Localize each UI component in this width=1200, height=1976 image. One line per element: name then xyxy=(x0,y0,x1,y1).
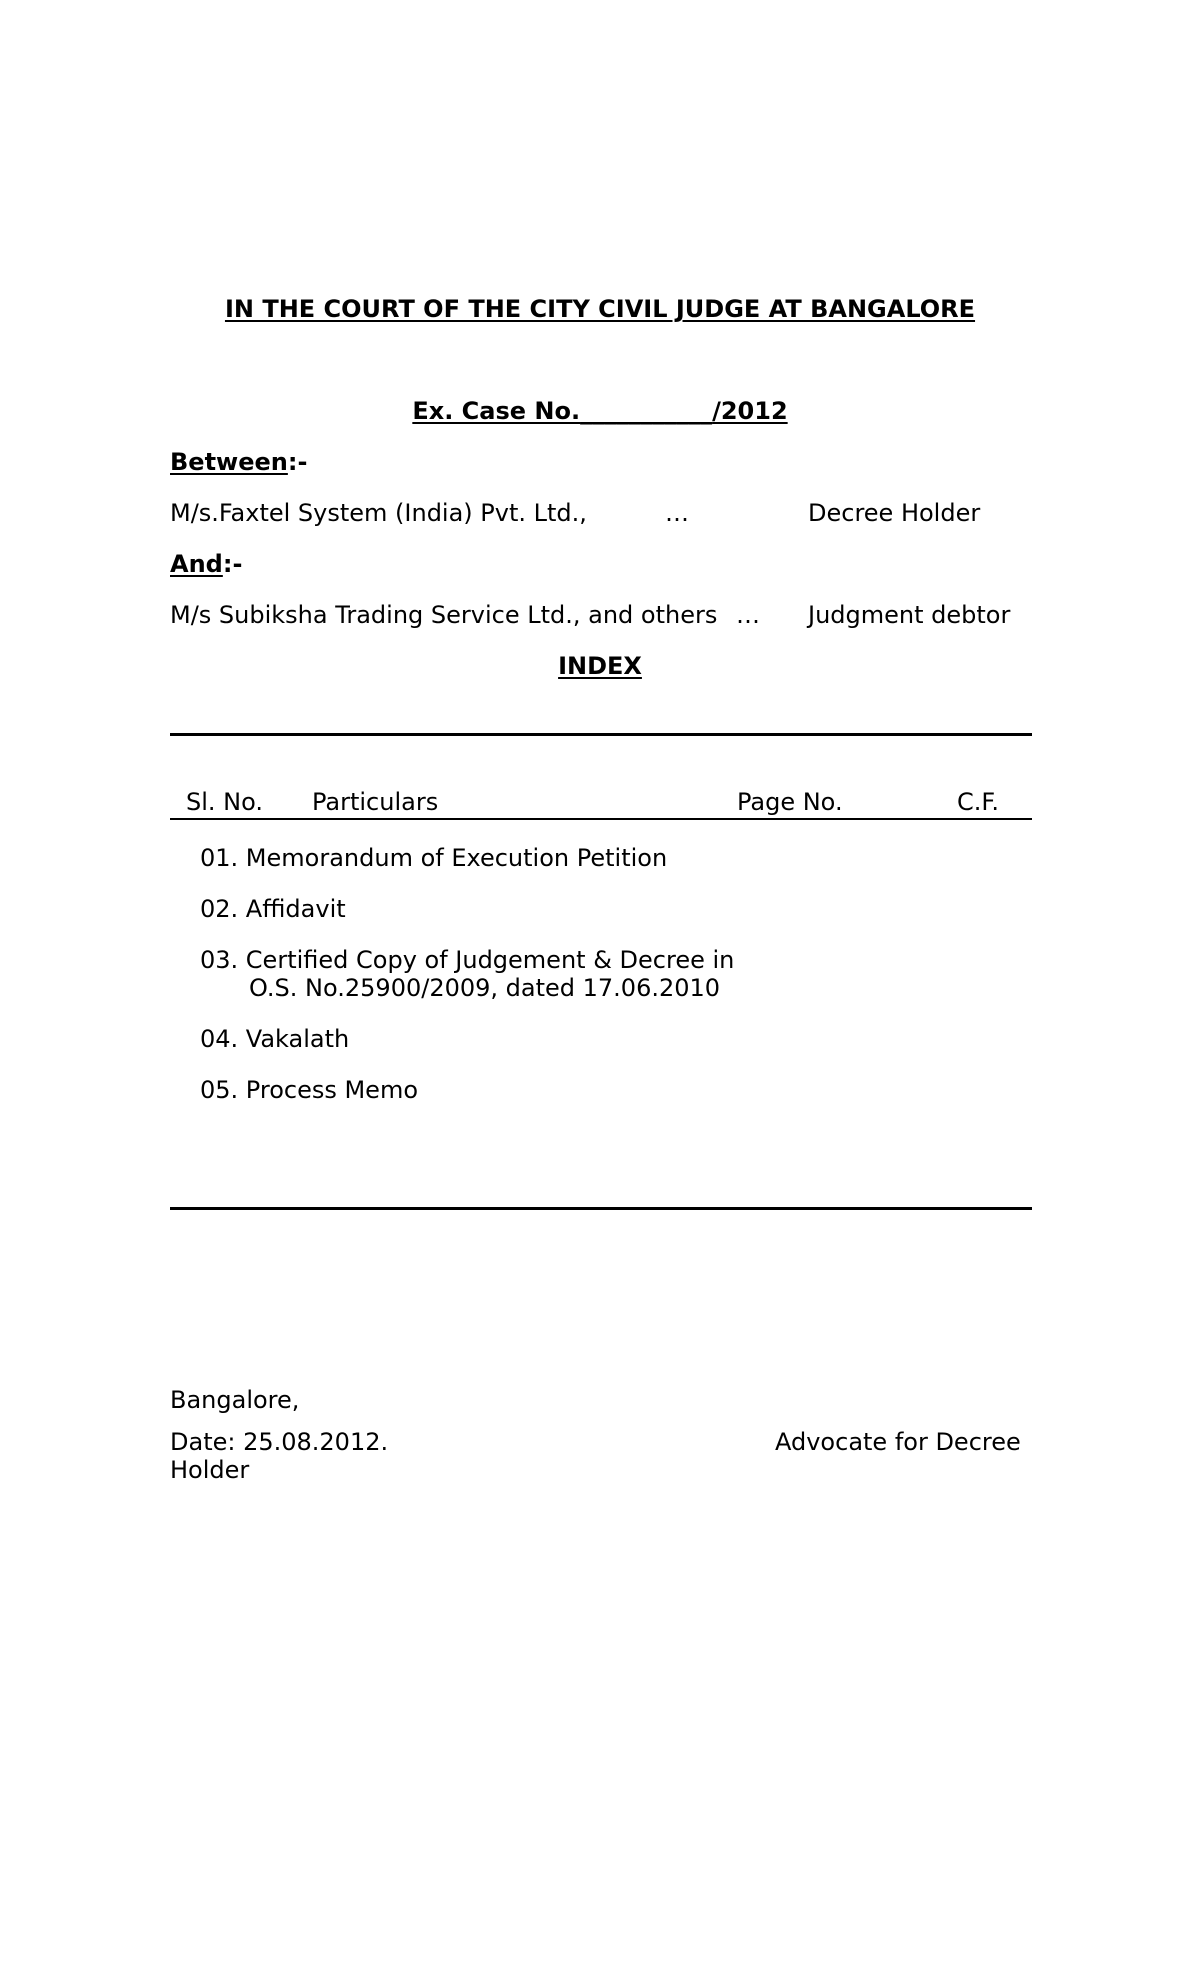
list-item-continuation: O.S. No.25900/2009, dated 17.06.2010 xyxy=(249,974,721,1002)
case-number-year: /2012 xyxy=(712,397,788,425)
and-suffix: :- xyxy=(222,550,243,578)
footer-date: Date: 25.08.2012. xyxy=(170,1428,389,1456)
bottom-rule xyxy=(170,1207,1032,1210)
respondent-role: Judgment debtor xyxy=(808,601,1011,629)
petitioner-name: M/s.Faxtel System (India) Pvt. Ltd., xyxy=(170,499,587,527)
court-title: IN THE COURT OF THE CITY CIVIL JUDGE AT BANGALORE xyxy=(224,295,976,323)
case-number-blank: ________ xyxy=(580,397,677,425)
petitioner-dots: … xyxy=(665,499,689,527)
and-heading xyxy=(170,550,242,578)
list-item: 04. Vakalath xyxy=(200,1025,350,1053)
between-suffix: :- xyxy=(287,448,308,476)
respondent-dots: … xyxy=(736,601,760,629)
list-item: 02. Affidavit xyxy=(200,895,346,923)
between-label: Between xyxy=(170,448,288,476)
header-sl-no: Sl. No. xyxy=(186,788,264,816)
footer-signature-continuation: Holder xyxy=(170,1456,250,1484)
header-page-no: Page No. xyxy=(737,788,843,816)
petitioner-role: Decree Holder xyxy=(808,499,981,527)
case-number-label: Ex. Case No. xyxy=(412,397,581,425)
header-particulars: Particulars xyxy=(312,788,439,816)
header-cf: C.F. xyxy=(957,788,999,816)
list-item: 01. Memorandum of Execution Petition xyxy=(200,844,668,872)
top-rule xyxy=(170,733,1032,736)
respondent-name: M/s Subiksha Trading Service Ltd., and others xyxy=(170,601,718,629)
case-number-blank-2: ___ xyxy=(676,397,713,425)
header-rule xyxy=(170,818,1032,820)
and-label: And xyxy=(170,550,223,578)
case-number xyxy=(170,397,1030,425)
list-item: 05. Process Memo xyxy=(200,1076,419,1104)
footer-signature: Advocate for Decree xyxy=(775,1428,1021,1456)
index-title: INDEX xyxy=(558,652,642,680)
between-heading xyxy=(170,448,307,476)
footer-place: Bangalore, xyxy=(170,1386,300,1414)
list-item: 03. Certified Copy of Judgement & Decree in xyxy=(200,946,735,974)
